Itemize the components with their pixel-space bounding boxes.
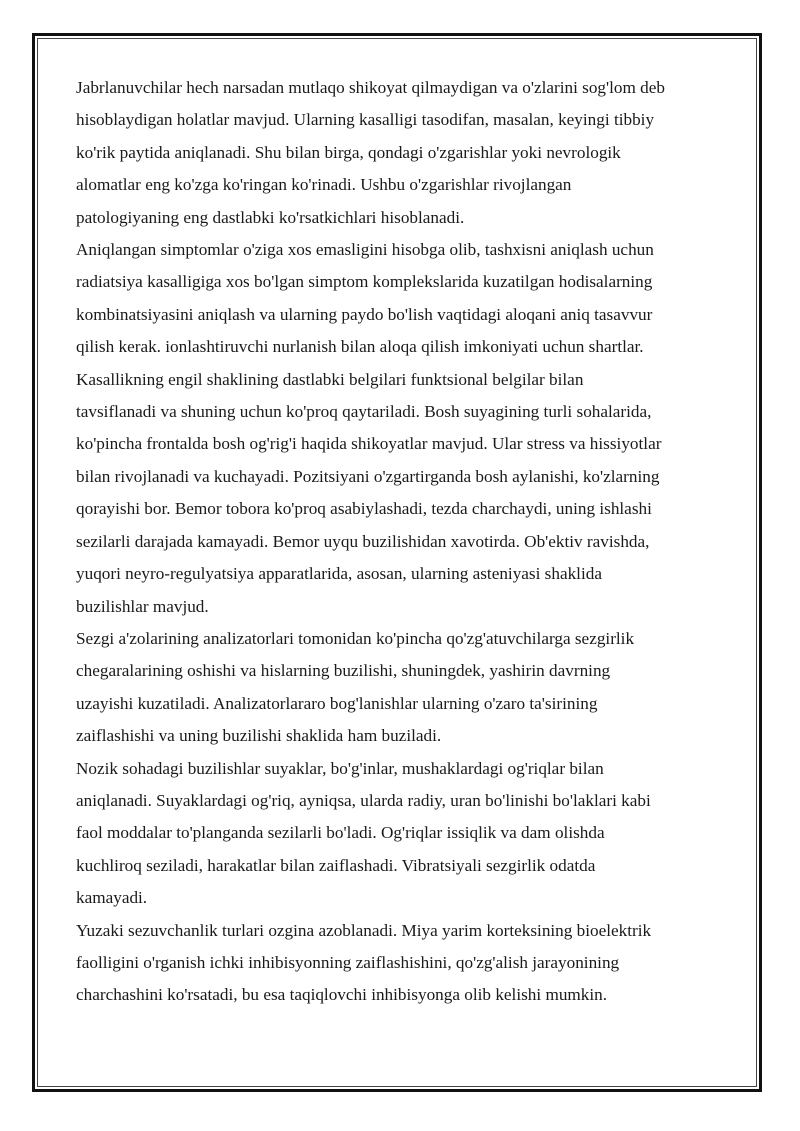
text-line: Yuzaki sezuvchanlik turlari ozgina azoblanadi. Miya yarim korteksining bioelektrik (76, 920, 652, 940)
paragraph (76, 623, 726, 753)
text-line: charchashini ko'rsatadi, bu esa taqiqlovchi inhibisyonga olib kelishi mumkin. (76, 985, 608, 1005)
text-line: Nozik sohadagi buzilishlar suyaklar, bo'g'inlar, mushaklardagi og'riqlar bilan (76, 758, 604, 778)
text-line: alomatlar eng ko'zga ko'ringan ko'rinadi. Ushbu o'zgarishlar rivojlangan (76, 175, 572, 195)
text-line: Kasallikning engil shaklining dastlabki belgilari funktsional belgilar bilan (76, 369, 584, 389)
paragraph (76, 234, 726, 364)
paragraph (76, 915, 726, 1012)
text-line: zaiflashishi va uning buzilishi shaklida ham buziladi. (76, 726, 442, 746)
text-line: qilish kerak. ionlashtiruvchi nurlanish bilan aloqa qilish imkoniyati uchun shartlar. (76, 337, 644, 357)
document-body (76, 72, 726, 1012)
paragraph (76, 72, 726, 234)
text-line: ko'rik paytida aniqlanadi. Shu bilan birga, qondagi o'zgarishlar yoki nevrologik (76, 142, 621, 162)
paragraph (76, 753, 726, 915)
text-line: ko'pincha frontalda bosh og'rig'i haqida shikoyatlar mavjud. Ular stress va hissiyotlar (76, 434, 662, 454)
paragraph (76, 364, 726, 623)
text-line: qorayishi bor. Bemor tobora ko'proq asabiylashadi, tezda charchaydi, uning ishlashi (76, 499, 652, 519)
text-line: kuchliroq seziladi, harakatlar bilan zaiflashadi. Vibratsiyali sezgirlik odatda (76, 855, 596, 875)
text-line: patologiyaning eng dastlabki ko'rsatkichlari hisoblanadi. (76, 207, 465, 227)
text-line: tavsiflanadi va shuning uchun ko'proq qaytariladi. Bosh suyagining turli sohalarida, (76, 402, 652, 422)
text-line: kamayadi. (76, 888, 148, 908)
text-line: faolligini o'rganish ichki inhibisyonning zaiflashishini, qo'zg'alish jarayonining (76, 952, 620, 972)
text-line: kombinatsiyasini aniqlash va ularning paydo bo'lish vaqtidagi aloqani aniq tasavvur (76, 304, 653, 324)
text-line: Aniqlangan simptomlar o'ziga xos emasligini hisobga olib, tashxisni aniqlash uchun (76, 240, 654, 260)
text-line: faol moddalar to'planganda sezilarli bo'ladi. Og'riqlar issiqlik va dam olishda (76, 823, 605, 843)
text-line: sezilarli darajada kamayadi. Bemor uyqu buzilishidan xavotirda. Ob'ektiv ravishda, (76, 531, 650, 551)
text-line: chegaralarining oshishi va hislarning buzilishi, shuningdek, yashirin davrning (76, 661, 611, 681)
text-line: Jabrlanuvchilar hech narsadan mutlaqo shikoyat qilmaydigan va o'zlarini sog'lom deb (76, 78, 665, 97)
text-line: Sezgi a'zolarining analizatorlari tomonidan ko'pincha qo'zg'atuvchilarga sezgirlik (76, 628, 635, 648)
text-line: buzilishlar mavjud. (76, 596, 209, 616)
text-line: aniqlanadi. Suyaklardagi og'riq, ayniqsa, ularda radiy, uran bo'linishi bo'laklari kabi (76, 790, 651, 810)
text-line: yuqori neyro-regulyatsiya apparatlarida, asosan, ularning asteniyasi shaklida (76, 564, 602, 584)
text-line: hisoblaydigan holatlar mavjud. Ularning kasalligi tasodifan, masalan, keyingi tibbiy (76, 110, 655, 130)
text-line: uzayishi kuzatiladi. Analizatorlararo bog'lanishlar ularning o'zaro ta'sirining (76, 693, 598, 713)
text-line: radiatsiya kasalligiga xos bo'lgan simptom komplekslarida kuzatilgan hodisalarning (76, 272, 653, 292)
text-line: bilan rivojlanadi va kuchayadi. Pozitsiyani o'zgartirganda bosh aylanishi, ko'zlarning (76, 466, 660, 486)
